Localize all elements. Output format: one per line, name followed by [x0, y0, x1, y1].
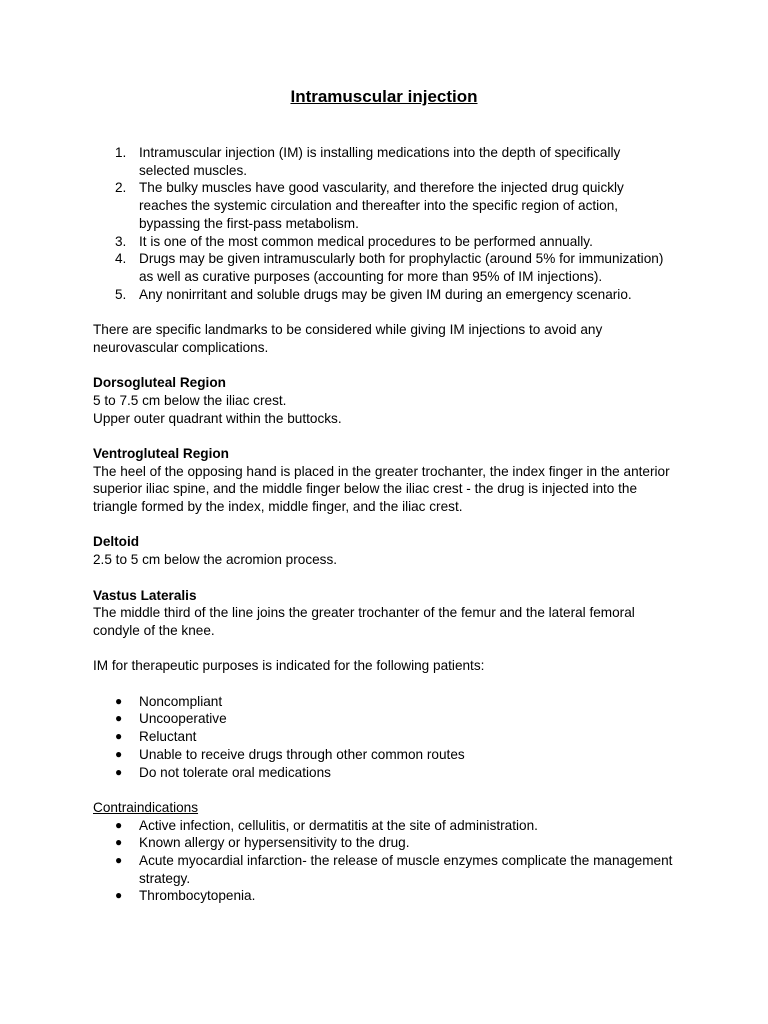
list-item — [93, 286, 673, 304]
bullet-icon: ● — [115, 693, 123, 708]
therapeutic-intro-paragraph: IM for therapeutic purposes is indicated for the following patients: — [93, 658, 485, 674]
dorsogluteal-line-1: 5 to 7.5 cm below the iliac crest. — [93, 392, 287, 408]
list-item — [93, 250, 673, 285]
list-item-text: Reluctant — [139, 729, 197, 745]
document-body — [93, 144, 673, 905]
list-item — [93, 764, 673, 782]
list-item-text: Unable to receive drugs through other common routes — [139, 746, 465, 762]
list-item — [93, 710, 673, 728]
patients-bullet-list — [93, 693, 673, 782]
list-item — [93, 233, 673, 251]
dorsogluteal-line-2: Upper outer quadrant within the buttocks. — [93, 410, 342, 426]
list-item-text: Intramuscular injection (IM) is installing medications into the depth of specifically selected muscles. — [139, 145, 621, 178]
list-item — [93, 144, 673, 179]
list-number: 3. — [115, 233, 127, 249]
vastus-lateralis-heading: Vastus Lateralis — [93, 587, 197, 603]
list-item — [93, 728, 673, 746]
list-item-text: Uncooperative — [139, 711, 227, 727]
bullet-icon: ● — [115, 817, 123, 832]
bullet-icon: ● — [115, 746, 123, 761]
ventrogluteal-heading: Ventrogluteal Region — [93, 445, 229, 461]
bullet-icon: ● — [115, 835, 123, 850]
list-number: 5. — [115, 286, 127, 302]
list-item — [93, 746, 673, 764]
bullet-icon: ● — [115, 729, 123, 744]
list-item-text: The bulky muscles have good vascularity, and therefore the injected drug quickly reaches the systemic circulation and thereafter into the specific region of action, bypassing the first-pass metabolism. — [139, 180, 624, 231]
list-item — [93, 852, 673, 887]
list-item — [93, 887, 673, 905]
list-item-text: Acute myocardial infarction- the release of muscle enzymes complicate the management strategy. — [139, 853, 673, 886]
list-item — [93, 693, 673, 711]
list-item-text: It is one of the most common medical procedures to be performed annually. — [139, 233, 593, 249]
list-number: 2. — [115, 180, 127, 196]
contraindications-heading: Contraindications — [93, 799, 199, 815]
dorsogluteal-heading: Dorsogluteal Region — [93, 375, 226, 391]
list-item-text: Noncompliant — [139, 693, 223, 709]
list-item — [93, 817, 673, 835]
deltoid-heading: Deltoid — [93, 534, 140, 550]
intro-numbered-list — [93, 144, 673, 303]
list-item — [93, 179, 673, 232]
list-item-text: Active infection, cellulitis, or dermatitis at the site of administration. — [139, 817, 538, 833]
list-item-text: Any nonirritant and soluble drugs may be given IM during an emergency scenario. — [139, 286, 632, 302]
bullet-icon: ● — [115, 711, 123, 726]
bullet-icon: ● — [115, 888, 123, 903]
contraindications-bullet-list — [93, 817, 673, 906]
list-item-text: Drugs may be given intramuscularly both for prophylactic (around 5% for immunization) as well as curative purposes (accounting for more than 95% of IM injections). — [139, 251, 664, 284]
bullet-icon: ● — [115, 764, 123, 779]
vastus-lateralis-text: The middle third of the line joins the greater trochanter of the femur and the lateral femoral condyle of the knee. — [93, 605, 635, 638]
landmarks-intro-paragraph: There are specific landmarks to be considered while giving IM injections to avoid any neurovascular complications. — [93, 322, 603, 355]
list-item — [93, 834, 673, 852]
list-number: 1. — [115, 145, 127, 160]
bullet-icon: ● — [115, 853, 123, 867]
list-number: 4. — [115, 251, 127, 267]
list-item-text: Do not tolerate oral medications — [139, 764, 331, 780]
deltoid-text: 2.5 to 5 cm below the acromion process. — [93, 552, 338, 568]
list-item-text: Known allergy or hypersensitivity to the drug. — [139, 835, 410, 851]
document-title: Intramuscular injection — [290, 87, 478, 106]
ventrogluteal-text: The heel of the opposing hand is placed in the greater trochanter, the index finger in the anterior superior iliac spine, and the middle finger below the iliac crest - the drug is injected into the triangle formed by the index, middle finger, and the iliac crest. — [93, 463, 670, 515]
list-item-text: Thrombocytopenia. — [139, 888, 256, 904]
